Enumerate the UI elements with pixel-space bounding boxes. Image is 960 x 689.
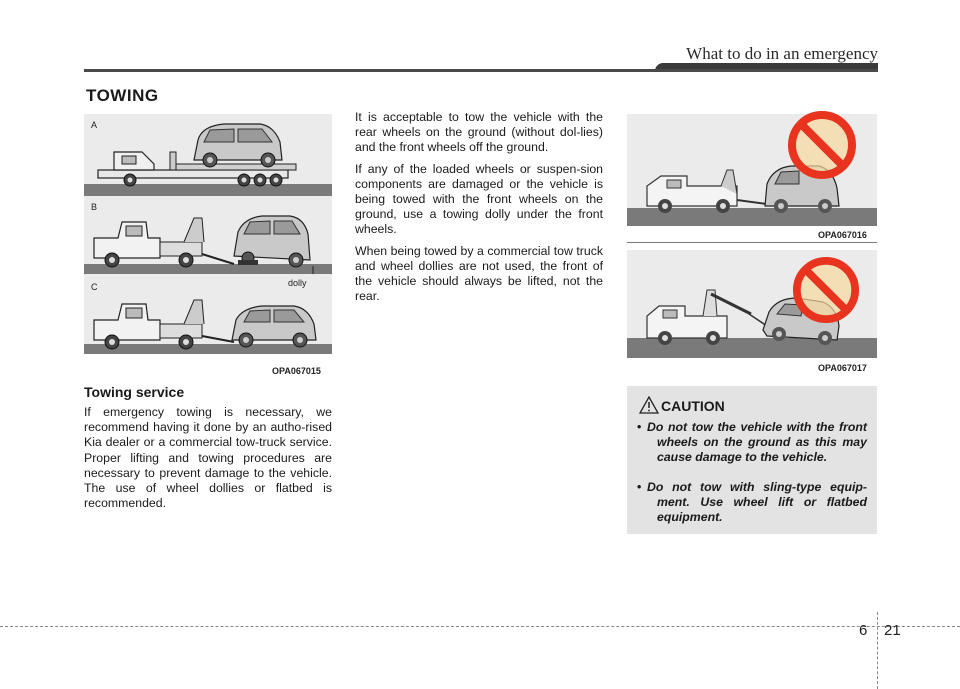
paragraph: It is acceptable to tow the vehicle with the rear wheels on the ground (without dol-lies) and the front wheels off the ground. [355,110,603,155]
towing-service-body: If emergency towing is necessary, we recommend having it done by an autho-rised Kia dealer or a commercial tow-truck service. Proper lifting and towing procedures are necessary to prevent damage to the vehicle. The use of wheel dollies or flatbed is recommended. [84,405,332,511]
page-title: TOWING [86,86,159,105]
panel-label-c: C [91,282,98,292]
paragraph: If any of the loaded wheels or suspen-sion components are damaged or the vehicle is being towed with the front wheels on the ground, use a towing dolly under the front wheels. [355,161,603,237]
figure-code-left: OPA067015 [272,366,321,376]
page-number-divider [877,612,879,689]
caution-text: Do not tow the vehicle with the front wheels on the ground as this may cause damage to the vehicle. [647,420,867,465]
towing-instructions [355,110,603,310]
towing-methods-figure [84,114,332,354]
figure-code-right-top: OPA067016 [818,230,867,240]
improper-tow-figure-2 [627,250,877,358]
chapter-number: 6 [859,622,868,639]
page-number: 21 [884,622,901,639]
improper-tow-figure-1 [627,114,877,226]
section-title: What to do in an emergency [686,44,878,63]
caution-item [637,480,867,526]
bullet: • [637,480,642,494]
towing-methods-illustration [84,114,332,354]
figure-divider [627,242,877,243]
warning-triangle-icon [639,396,659,414]
prohibition-icon [792,256,860,324]
dolly-label: dolly [288,278,307,288]
paragraph: When being towed by a commercial tow truck and wheel dollies are not used, the front of the vehicle should always be lifted, not the rear. [355,243,603,304]
prohibition-icon [787,110,857,180]
caution-box [627,386,877,534]
towing-service-heading: Towing service [84,384,185,400]
panel-label-b: B [91,202,98,212]
caution-title: CAUTION [661,398,725,414]
caution-text: Do not tow with sling-type equip-ment. Use wheel lift or flatbed equipment. [647,480,867,525]
caution-item [637,420,867,466]
panel-label-a: A [91,120,98,130]
header-rule [84,69,878,72]
bullet: • [637,420,642,434]
figure-code-right-bottom: OPA067017 [818,363,867,373]
footer-rule [0,626,960,627]
